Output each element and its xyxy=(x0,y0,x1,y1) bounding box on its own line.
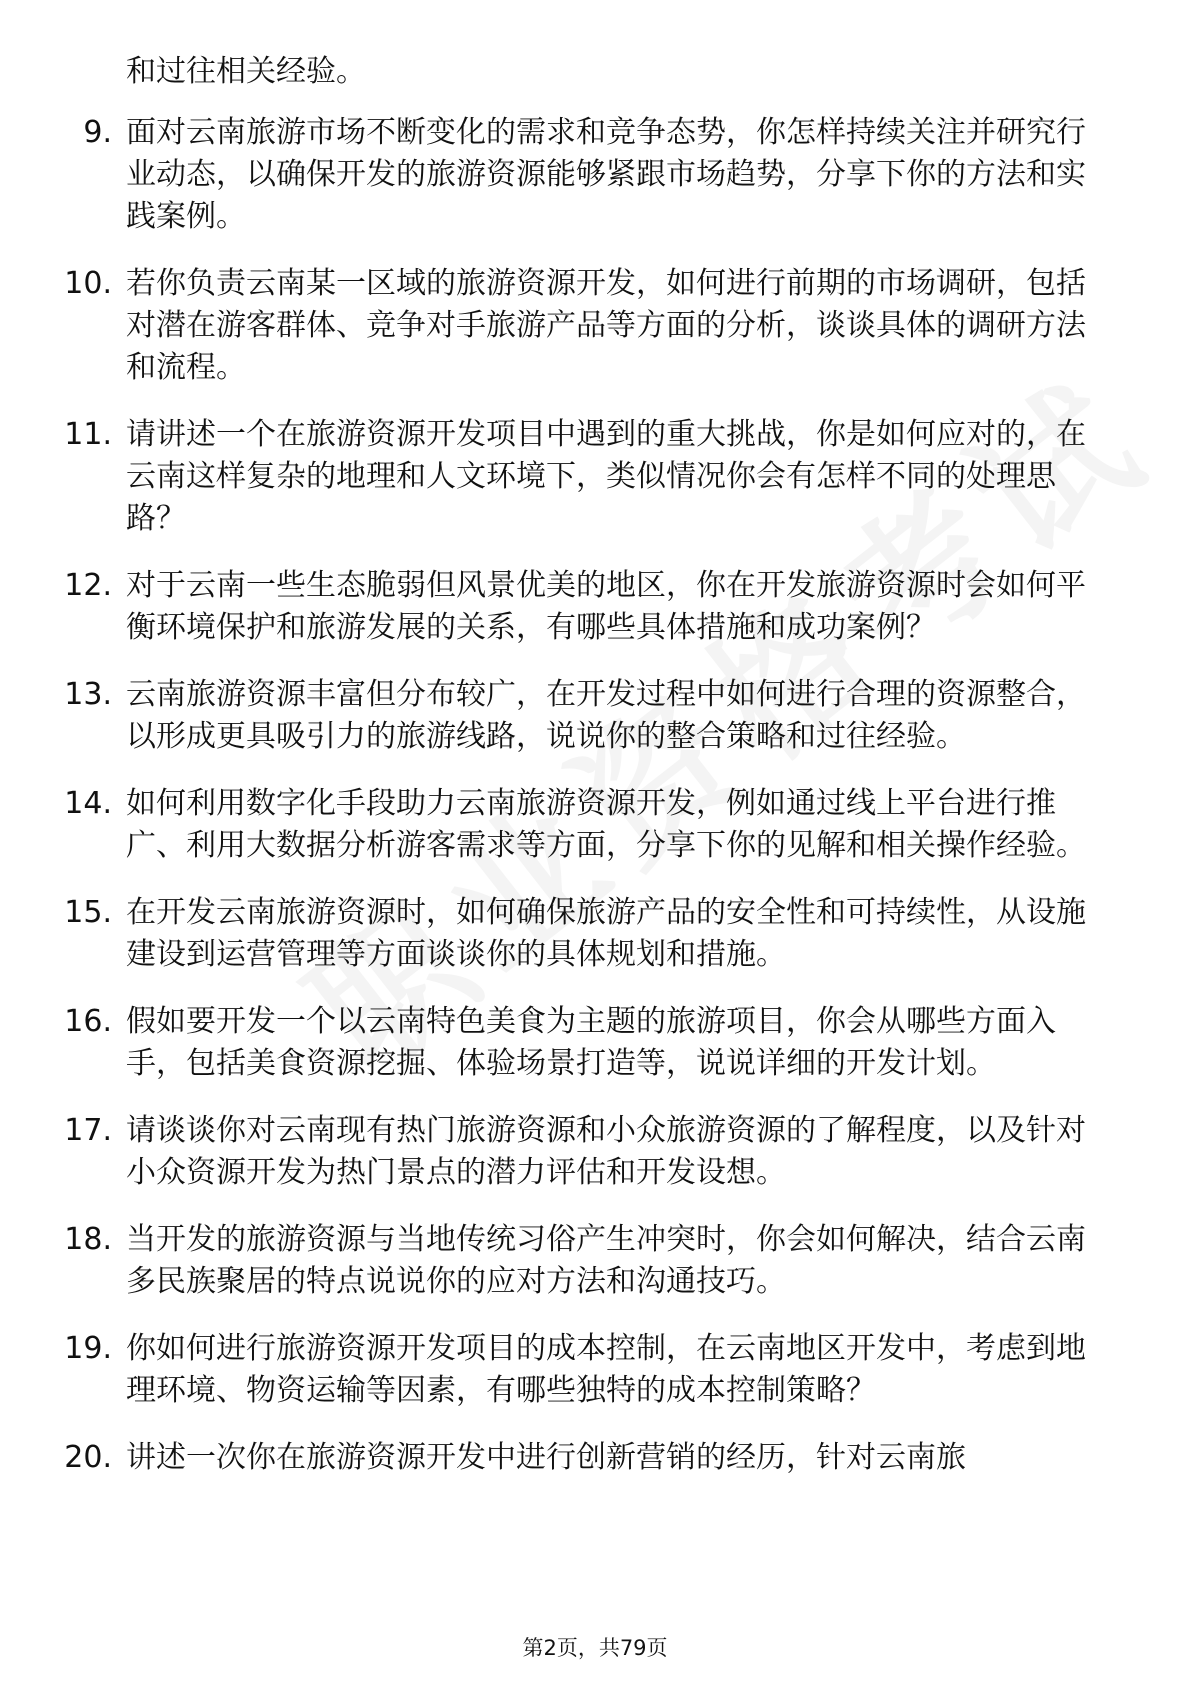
list-item xyxy=(0,1328,1190,1412)
list-item xyxy=(0,1001,1190,1085)
list-item xyxy=(0,1219,1190,1303)
list-item xyxy=(0,674,1190,758)
question-number: 9. xyxy=(83,115,112,150)
question-number: 12. xyxy=(64,568,112,603)
list-item xyxy=(0,414,1190,540)
list-item xyxy=(0,892,1190,976)
continuation-text: 和过往相关经验。 xyxy=(126,54,366,89)
list-item xyxy=(0,565,1190,649)
question-number: 15. xyxy=(64,895,112,930)
question-text: 云南旅游资源丰富但分布较广，在开发过程中如何进行合理的资源整合，以形成更具吸引力的旅游线路，说说你的整合策略和过往经验。 xyxy=(126,677,1086,754)
question-number: 20. xyxy=(64,1440,112,1475)
question-text: 你如何进行旅游资源开发项目的成本控制，在云南地区开发中，考虑到地理环境、物资运输等因素，有哪些独特的成本控制策略？ xyxy=(126,1331,1086,1408)
question-number: 19. xyxy=(64,1331,112,1366)
question-text: 面对云南旅游市场不断变化的需求和竞争态势，你怎样持续关注并研究行业动态，以确保开发的旅游资源能够紧跟市场趋势，分享下你的方法和实践案例。 xyxy=(126,115,1086,234)
question-text: 当开发的旅游资源与当地传统习俗产生冲突时，你会如何解决，结合云南多民族聚居的特点说说你的应对方法和沟通技巧。 xyxy=(126,1222,1086,1299)
list-item xyxy=(0,1110,1190,1194)
question-number: 11. xyxy=(64,417,112,452)
list-item xyxy=(0,112,1190,238)
question-text: 如何利用数字化手段助力云南旅游资源开发，例如通过线上平台进行推广、利用大数据分析游客需求等方面，分享下你的见解和相关操作经验。 xyxy=(126,786,1086,863)
question-text: 请讲述一个在旅游资源开发项目中遇到的重大挑战，你是如何应对的，在云南这样复杂的地理和人文环境下，类似情况你会有怎样不同的处理思路？ xyxy=(126,417,1086,536)
question-text: 对于云南一些生态脆弱但风景优美的地区，你在开发旅游资源时会如何平衡环境保护和旅游发展的关系，有哪些具体措施和成功案例？ xyxy=(126,568,1086,645)
question-number: 14. xyxy=(64,786,112,821)
question-text: 讲述一次你在旅游资源开发中进行创新营销的经历，针对云南旅 xyxy=(126,1440,966,1475)
question-text: 假如要开发一个以云南特色美食为主题的旅游项目，你会从哪些方面入手，包括美食资源挖掘、体验场景打造等，说说详细的开发计划。 xyxy=(126,1004,1056,1081)
list-item xyxy=(0,783,1190,867)
question-number: 10. xyxy=(64,266,112,301)
page-footer: 第2页，共79页 xyxy=(522,1636,668,1660)
question-text: 请谈谈你对云南现有热门旅游资源和小众旅游资源的了解程度，以及针对小众资源开发为热门景点的潜力评估和开发设想。 xyxy=(126,1113,1086,1190)
question-number: 18. xyxy=(64,1222,112,1257)
list-item xyxy=(0,263,1190,389)
question-number: 13. xyxy=(64,677,112,712)
question-number: 16. xyxy=(64,1004,112,1039)
question-text: 若你负责云南某一区域的旅游资源开发，如何进行前期的市场调研，包括对潜在游客群体、竞争对手旅游产品等方面的分析，谈谈具体的调研方法和流程。 xyxy=(126,266,1086,385)
question-number: 17. xyxy=(64,1113,112,1148)
question-text: 在开发云南旅游资源时，如何确保旅游产品的安全性和可持续性，从设施建设到运营管理等方面谈谈你的具体规划和措施。 xyxy=(126,895,1086,972)
question-list xyxy=(0,112,1190,1504)
list-item xyxy=(0,1437,1190,1479)
